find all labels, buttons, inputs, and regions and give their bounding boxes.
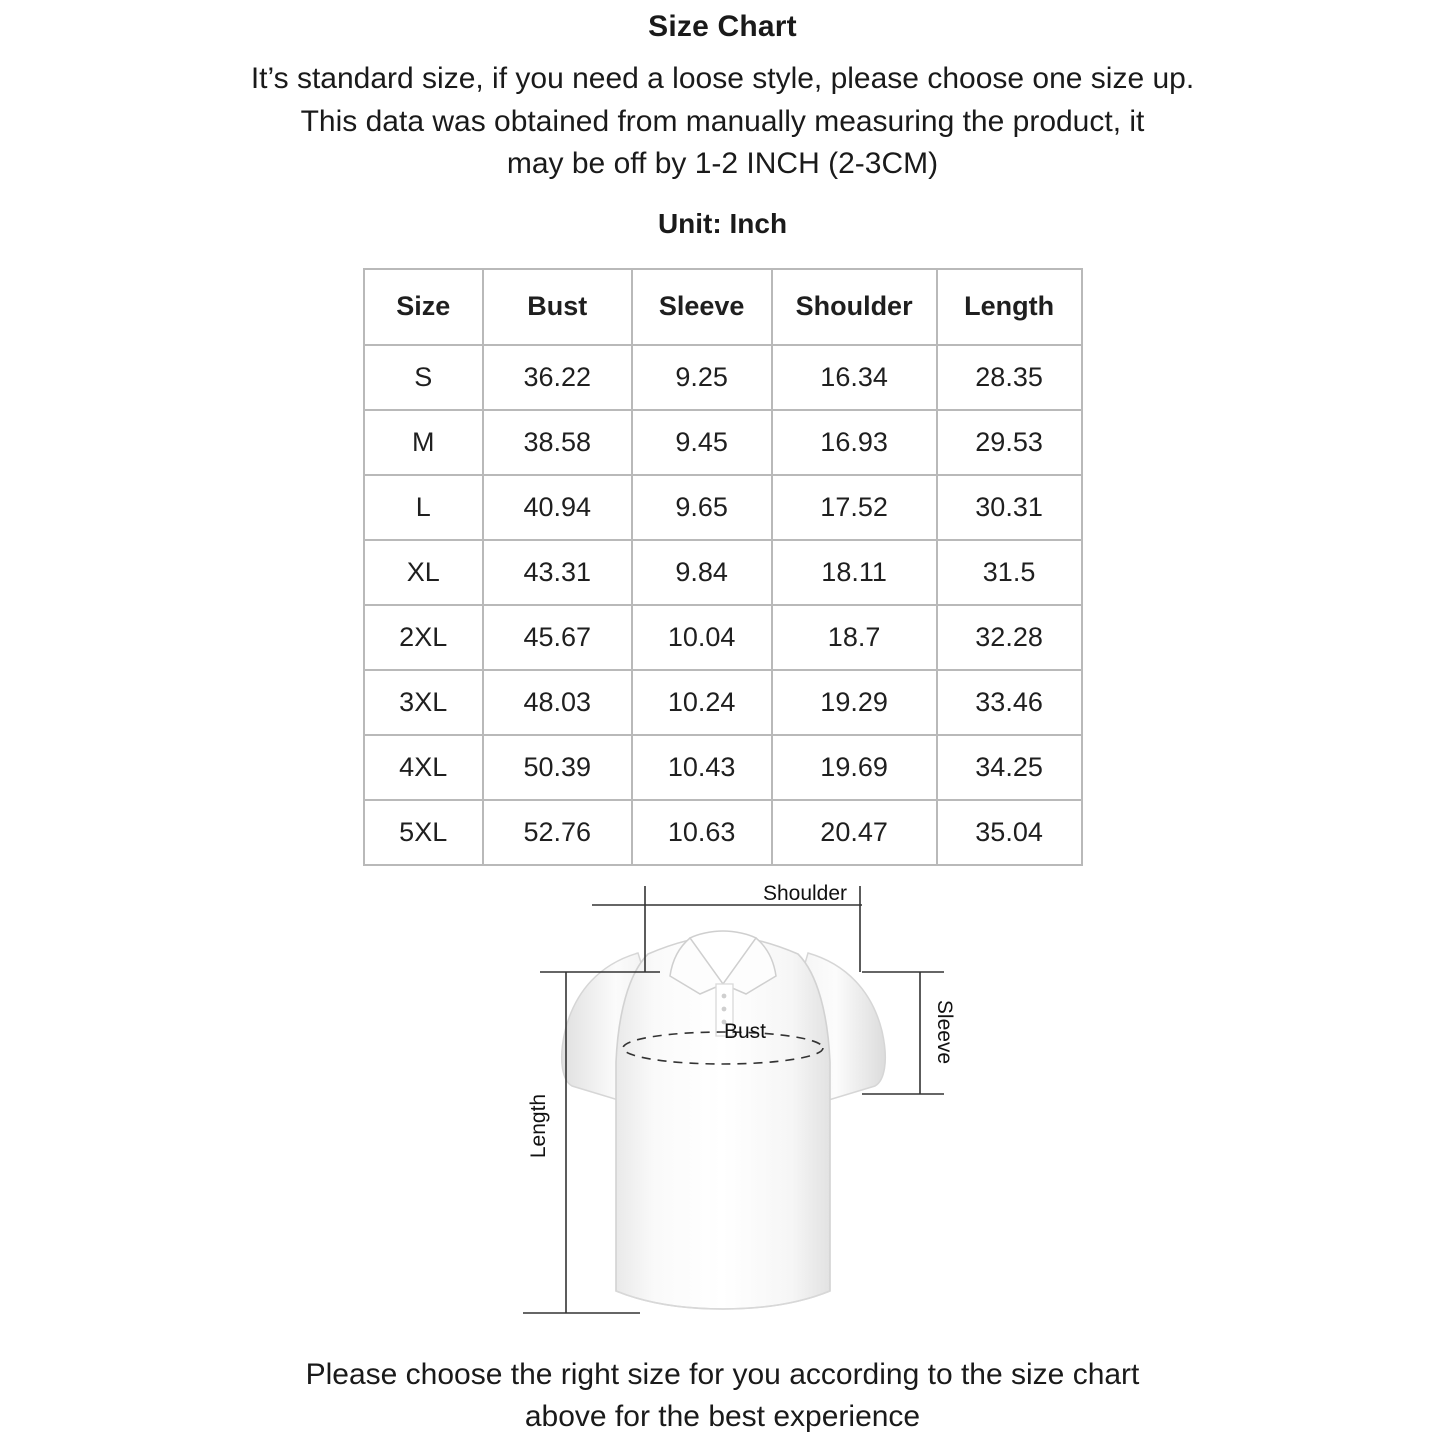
footer-line-1: Please choose the right size for you according to the size chart (305, 1357, 1140, 1391)
shoulder-label: Shoulder (762, 881, 848, 905)
table-row (364, 410, 1082, 475)
table-row (364, 735, 1082, 800)
cell-sleeve: 9.84 (632, 540, 772, 605)
table-header-row (364, 269, 1082, 345)
polo-shirt-illustration (562, 931, 886, 1309)
cell-shoulder: 16.93 (772, 410, 937, 475)
unit-label: Unit: Inch (657, 207, 788, 239)
column-header-length: Length (937, 269, 1082, 345)
size-table-body (364, 345, 1082, 865)
cell-bust: 48.03 (483, 670, 632, 735)
cell-bust: 52.76 (483, 800, 632, 865)
cell-sleeve: 9.45 (632, 410, 772, 475)
cell-length: 30.31 (937, 475, 1082, 540)
cell-length: 35.04 (937, 800, 1082, 865)
cell-length: 33.46 (937, 670, 1082, 735)
column-header-sleeve: Sleeve (632, 269, 772, 345)
table-row (364, 670, 1082, 735)
cell-bust: 43.31 (483, 540, 632, 605)
cell-sleeve: 9.25 (632, 345, 772, 410)
size-table-header (364, 269, 1082, 345)
cell-sleeve: 10.04 (632, 605, 772, 670)
intro-line-2: This data was obtained from manually measuring the product, it (300, 104, 1145, 138)
cell-shoulder: 16.34 (772, 345, 937, 410)
cell-bust: 45.67 (483, 605, 632, 670)
measurement-diagram (0, 876, 1445, 1346)
intro-text (251, 58, 1194, 186)
cell-size: 3XL (364, 670, 483, 735)
footer-line-2: above for the best experience (524, 1399, 921, 1433)
cell-sleeve: 10.43 (632, 735, 772, 800)
table-row (364, 345, 1082, 410)
cell-size: 4XL (364, 735, 483, 800)
page-title: Size Chart (648, 10, 797, 43)
cell-size: L (364, 475, 483, 540)
table-row (364, 605, 1082, 670)
cell-sleeve: 10.63 (632, 800, 772, 865)
cell-shoulder: 20.47 (772, 800, 937, 865)
sleeve-label: Sleeve (933, 999, 956, 1064)
cell-shoulder: 19.69 (772, 735, 937, 800)
cell-size: S (364, 345, 483, 410)
cell-length: 31.5 (937, 540, 1082, 605)
footer-text (306, 1354, 1140, 1438)
column-header-bust: Bust (483, 269, 632, 345)
cell-bust: 36.22 (483, 345, 632, 410)
intro-line-1: It’s standard size, if you need a loose style, please choose one size up. (250, 62, 1195, 95)
cell-shoulder: 17.52 (772, 475, 937, 540)
size-table (363, 268, 1083, 866)
column-header-shoulder: Shoulder (772, 269, 937, 345)
cell-sleeve: 9.65 (632, 475, 772, 540)
intro-line-3: may be off by 1-2 INCH (2-3CM) (506, 147, 939, 181)
column-header-size: Size (364, 269, 483, 345)
table-row (364, 475, 1082, 540)
cell-length: 28.35 (937, 345, 1082, 410)
cell-shoulder: 18.11 (772, 540, 937, 605)
table-row (364, 540, 1082, 605)
cell-length: 34.25 (937, 735, 1082, 800)
cell-bust: 50.39 (483, 735, 632, 800)
cell-shoulder: 19.29 (772, 670, 937, 735)
cell-sleeve: 10.24 (632, 670, 772, 735)
cell-length: 29.53 (937, 410, 1082, 475)
cell-bust: 38.58 (483, 410, 632, 475)
cell-size: 2XL (364, 605, 483, 670)
cell-bust: 40.94 (483, 475, 632, 540)
cell-size: 5XL (364, 800, 483, 865)
length-label: Length (527, 1093, 550, 1158)
cell-size: XL (364, 540, 483, 605)
cell-shoulder: 18.7 (772, 605, 937, 670)
bust-label: Bust (723, 1019, 767, 1043)
cell-length: 32.28 (937, 605, 1082, 670)
cell-size: M (364, 410, 483, 475)
table-row (364, 800, 1082, 865)
